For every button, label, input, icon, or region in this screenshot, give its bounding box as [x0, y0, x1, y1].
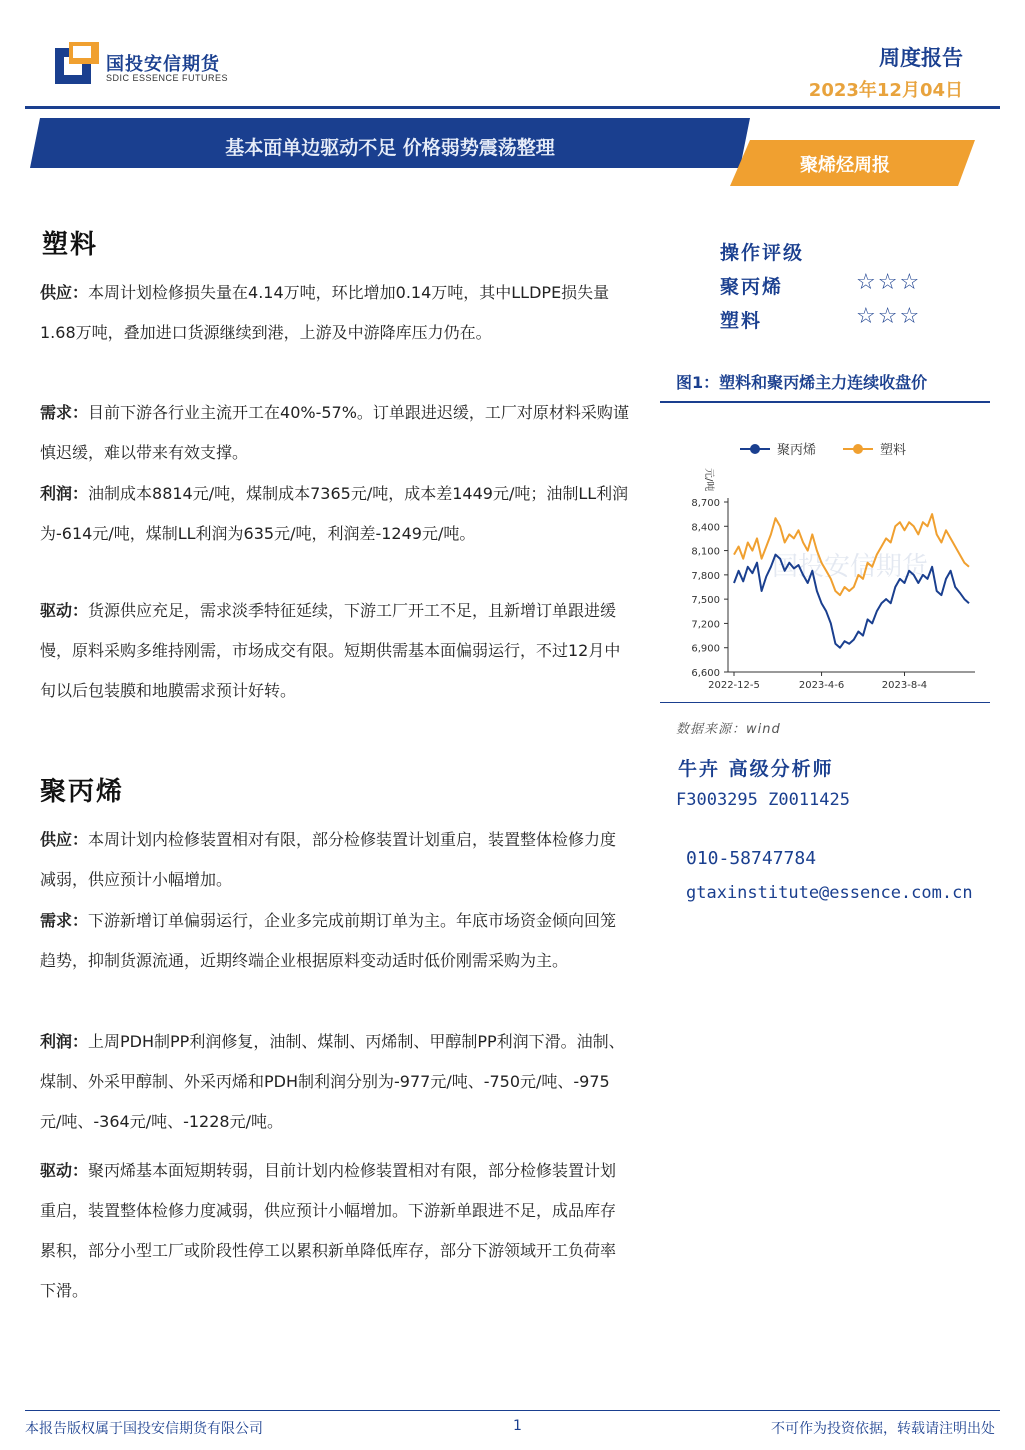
pp-supply-label: 供应：: [40, 830, 89, 849]
y-axis-unit: 元/吨: [703, 468, 714, 492]
analyst-license: F3003295 Z0011425: [676, 790, 850, 810]
y-tick-label: 6,900: [691, 643, 720, 655]
logo-text-cn: 国投安信期货: [106, 54, 220, 75]
report-headline: 基本面单边驱动不足 价格弱势震荡整理: [225, 137, 555, 159]
analyst-phone: 010-58747784: [686, 848, 817, 869]
pp-profit-paragraph: [40, 1022, 630, 1142]
footer-copyright: 本报告版权属于国投安信期货有限公司: [25, 1421, 263, 1437]
figure-top-rule: [660, 401, 990, 403]
section-title-plastic: 塑料: [42, 230, 99, 260]
legend-marker-pp: [750, 444, 760, 454]
rating-label-pp: 聚丙烯: [720, 276, 784, 298]
plastic-profit-label: 利润：: [40, 484, 89, 503]
legend-label-pp: 聚丙烯: [777, 443, 817, 458]
rating-stars-pp: ☆☆☆: [856, 270, 922, 295]
rating-title: 操作评级: [720, 242, 805, 264]
pp-drive-label: 驱动：: [40, 1161, 89, 1180]
chart-watermark: 国投安信期货: [771, 552, 929, 582]
y-tick-label: 6,600: [691, 668, 720, 679]
plastic-profit-paragraph: [40, 474, 630, 554]
plastic-profit-text: 油制成本8814元/吨，煤制成本7365元/吨，成本差1449元/吨；油制LL利润为-614元/吨，煤制LL利润为635元/吨，利润差-1249元/吨。: [40, 484, 629, 543]
company-logo-icon: [55, 42, 99, 84]
pp-drive-paragraph: [40, 1151, 630, 1311]
analyst-name: 牛卉 高级分析师: [678, 758, 834, 780]
page-number: 1: [513, 1418, 522, 1434]
rating-label-plastic: 塑料: [720, 310, 763, 332]
pp-demand-label: 需求：: [40, 911, 89, 930]
plastic-supply-text: 本周计划检修损失量在4.14万吨，环比增加0.14万吨，其中LLDPE损失量1.68万吨，叠加进口货源继续到港，上游及中游降库压力仍在。: [40, 283, 610, 342]
pp-profit-label: 利润：: [40, 1032, 89, 1051]
data-source: 数据来源：wind: [676, 722, 781, 737]
y-tick-label: 8,100: [691, 546, 720, 558]
rating-stars-plastic: ☆☆☆: [856, 304, 922, 329]
figure-bottom-rule: [660, 702, 990, 703]
plastic-demand-text: 目前下游各行业主流开工在40%-57%。订单跟进迟缓，工厂对原材料采购谨慎迟缓，难以带来有效支撑。: [40, 403, 629, 462]
pp-supply-text: 本周计划内检修装置相对有限，部分检修装置计划重启，装置整体检修力度减弱，供应预计小幅增加。: [40, 830, 617, 889]
plastic-drive-text: 货源供应充足，需求淡季特征延续，下游工厂开工不足，且新增订单跟进缓慢，原料采购多维持刚需，市场成交有限。短期供需基本面偏弱运行，不过12月中旬以后包装膜和地膜需求预计好转。: [40, 601, 621, 700]
section-title-pp: 聚丙烯: [40, 777, 125, 807]
report-date: 2023年12月04日: [808, 80, 963, 101]
x-tick-label: 2023-4-6: [798, 680, 845, 691]
price-line-chart: [660, 430, 990, 700]
x-tick-label: 2023-8-4: [881, 680, 928, 691]
y-tick-label: 7,800: [691, 570, 720, 582]
pp-drive-text: 聚丙烯基本面短期转弱，目前计划内检修装置相对有限，部分检修装置计划重启，装置整体检修力度减弱，供应预计小幅增加。下游新单跟进不足，成品库存累积，部分小型工厂或阶段性停工以累积新单降低库存，部分下游领域开工负荷率下滑。: [40, 1161, 617, 1300]
plastic-drive-label: 驱动：: [40, 601, 89, 620]
pp-supply-paragraph: [40, 820, 630, 900]
plastic-supply-paragraph: [40, 273, 630, 353]
footer-disclaimer: 不可作为投资依据，转载请注明出处: [771, 1421, 995, 1437]
pp-demand-paragraph: [40, 901, 630, 981]
pp-demand-text: 下游新增订单偏弱运行，企业多完成前期订单为主。年底市场资金倾向回笼趋势，抑制货源流通，近期终端企业根据原料变动适时低价刚需采购为主。: [40, 911, 617, 970]
report-category-tag: 聚烯烃周报: [800, 155, 890, 176]
plastic-demand-label: 需求：: [40, 403, 89, 422]
plastic-demand-paragraph: [40, 393, 630, 473]
header-divider: [25, 106, 1000, 109]
footer-divider: [25, 1410, 1000, 1411]
legend-marker-plastic: [853, 444, 863, 454]
legend-label-plastic: 塑料: [880, 443, 907, 458]
figure-title: 图1：塑料和聚丙烯主力连续收盘价: [676, 373, 928, 392]
report-type: 周度报告: [879, 46, 963, 70]
pp-profit-text: 上周PDH制PP利润修复，油制、煤制、丙烯制、甲醇制PP利润下滑。油制、煤制、外采甲醇制、外采丙烯和PDH制利润分别为-977元/吨、-750元/吨、-975元/吨、-364元/吨、-1228元/吨。: [40, 1032, 625, 1131]
y-tick-label: 8,700: [691, 498, 720, 509]
y-tick-label: 8,400: [691, 522, 720, 534]
logo-text-en: SDIC ESSENCE FUTURES: [106, 73, 229, 83]
plastic-drive-paragraph: [40, 591, 630, 711]
y-tick-label: 7,500: [691, 595, 720, 607]
x-tick-label: 2022-12-5: [708, 680, 760, 691]
y-tick-label: 7,200: [691, 619, 720, 631]
plastic-supply-label: 供应：: [40, 283, 89, 302]
analyst-email[interactable]: gtaxinstitute@essence.com.cn: [686, 883, 973, 903]
